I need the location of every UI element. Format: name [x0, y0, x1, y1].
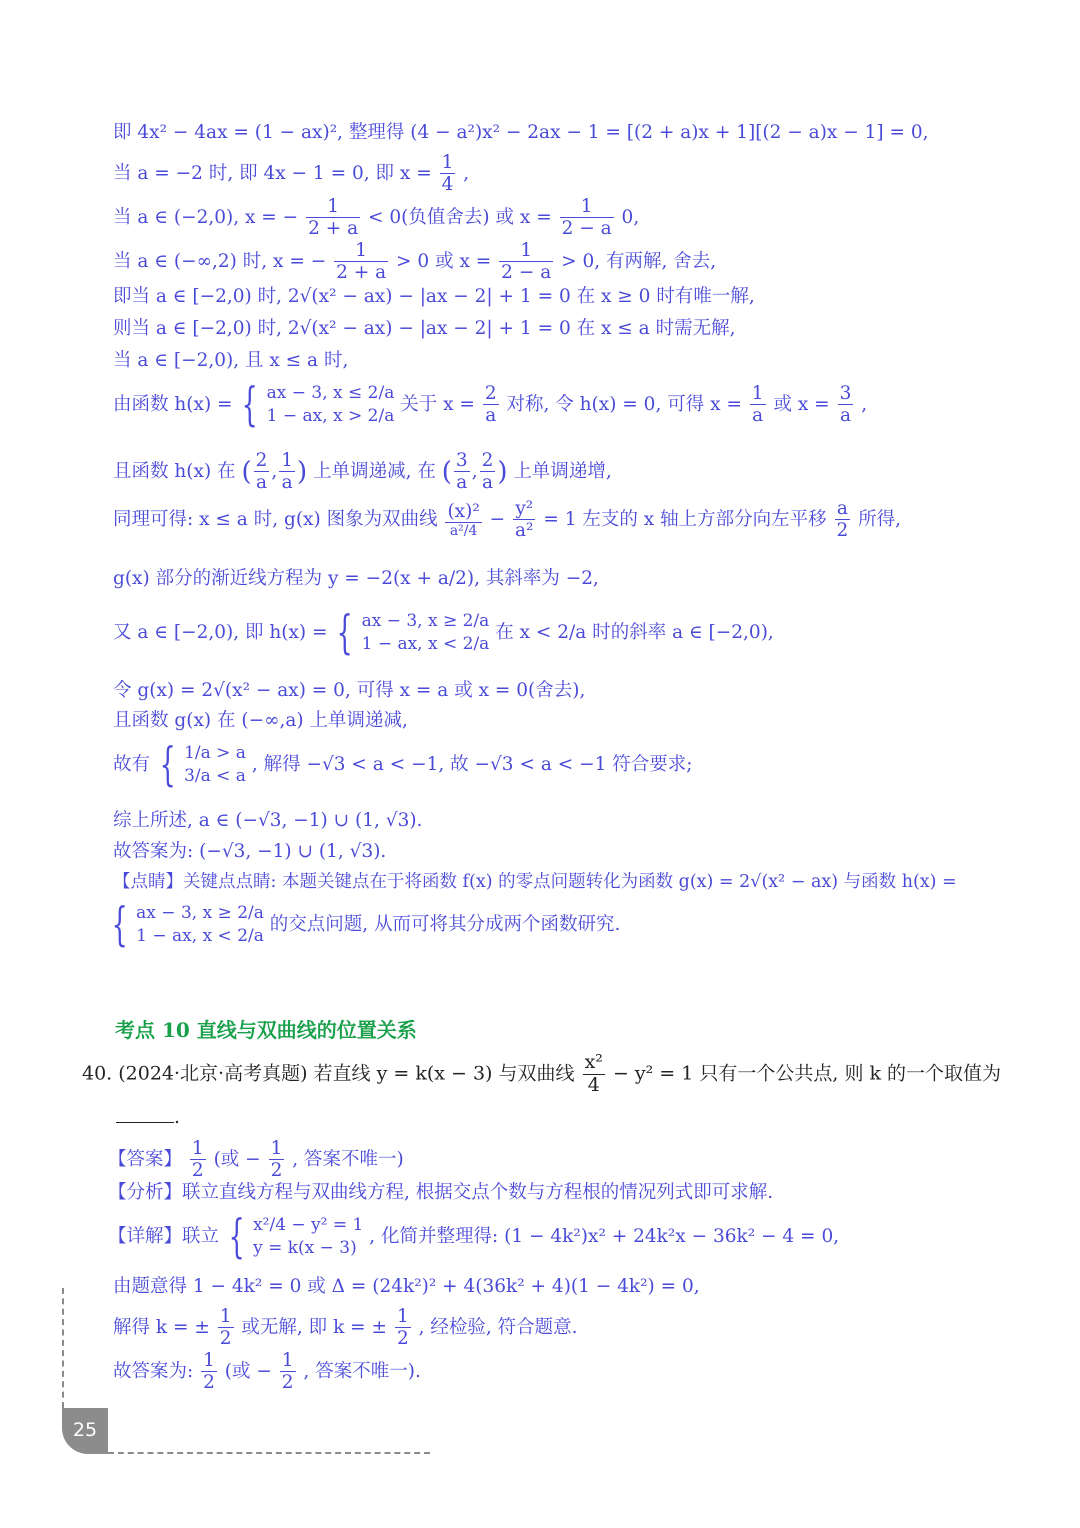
solution-line-9: 且函数 h(x) 在 ( $\frac{2}{a}$ , $\frac{1}{a}$ ) 上单调递减, 在 ( $\frac{3}{a}$ , $\frac{2}{a}$ ) 上单调递增, [113, 450, 612, 494]
analysis-line: 【分析】联立直线方程与双曲线方程, 根据交点个数与方程根的情况列式即可求解. [108, 1182, 774, 1203]
solution-line-16: 综上所述, a ∈ (−√3, −1) ∪ (1, √3). [113, 810, 423, 831]
detail-line-1: 【详解】联立 { x²/4 − y² = 1 y = k(x − 3) , 化简并整理得: (1 − 4k²)x² + 24k²x − 36k² − 4 = 0, [108, 1209, 840, 1264]
solution-line-4: 当 a ∈ (−∞,2) 时, x = − $\frac{1}{2 + a}$ > 0 或 x = $\frac{1}{2 - a}$ > 0, 有两解, 舍去, [113, 240, 717, 284]
solution-line-14: 且函数 g(x) 在 (−∞,a) 上单调递减, [113, 710, 408, 731]
solution-line-2: 当 a = −2 时, 即 4x − 1 = 0, 即 x = $\frac{1}{4}$ , [113, 152, 470, 196]
answer-line: 【答案】 $\frac{1}{2}$ (或 − $\frac{1}{2}$ , 答案不唯一) [108, 1138, 404, 1182]
question-blank: . [116, 1108, 180, 1128]
section-heading: 考点 10 直线与双曲线的位置关系 [115, 1018, 417, 1042]
solution-line-7: 当 a ∈ [−2,0), 且 x ≤ a 时, [113, 350, 349, 371]
key-point-line-2: { ax − 3, x ≥ 2/a 1 − ax, x < 2/a 的交点问题, 从而可将其分成两个函数研究. [111, 897, 621, 952]
key-point-line: 【点睛】关键点点睛: 本题关键点在于将函数 f(x) 的零点问题转化为函数 g(x) = 2√(x² − ax) 与函数 h(x) = [113, 872, 957, 892]
solution-line-17: 故答案为: (−√3, −1) ∪ (1, √3). [113, 841, 387, 862]
solution-line-10: 同理可得: x ≤ a 时, g(x) 图象为双曲线 (x)² a²/4 − $\frac{\text{y²}}{\text{a²}}$ = 1 左支的 x 轴上方部分向左平移 $\frac{a}{2}$ 所得, [113, 498, 902, 542]
solution-line-8: 由函数 h(x) = { ax − 3, x ≤ 2/a 1 − ax, x > 2/a 关于 x = $\frac{2}{a}$ 对称, 令 h(x) = 0, 可得 x = $\frac{1}{a}$ 或 x = $\frac{3}{a}$ , [113, 377, 868, 432]
solution-line-1: 即 4x² − 4ax = (1 − ax)², 整理得 (4 − a²)x² − 2ax − 1 = [(2 + a)x + 1][(2 − a)x − 1] = 0, [113, 122, 929, 143]
page-border-vertical [62, 1288, 64, 1408]
page-number: 25 [62, 1408, 108, 1454]
question-40: 40. (2024·北京·高考真题) 若直线 y = k(x − 3) 与双曲线 $\frac{\text{x²}}{4}$ − y² = 1 只有一个公共点, 则 k 的一个取值为 [82, 1051, 1002, 1096]
solution-line-6: 则当 a ∈ [−2,0) 时, 2√(x² − ax) − |ax − 2| + 1 = 0 在 x ≤ a 时需无解, [113, 318, 736, 339]
solution-line-15: 故有 { 1/a > a 3/a < a , 解得 −√3 < a < −1, 故 −√3 < a < −1 符合要求; [113, 737, 693, 792]
solution-line-11: g(x) 部分的渐近线方程为 y = −2(x + a/2), 其斜率为 −2, [113, 568, 599, 589]
solution-line-13: 令 g(x) = 2√(x² − ax) = 0, 可得 x = a 或 x = 0(舍去), [113, 680, 586, 701]
detail-line-3: 解得 k = ± $\frac{1}{2}$ 或无解, 即 k = ± $\frac{1}{2}$ , 经检验, 符合题意. [113, 1306, 578, 1350]
solution-line-12: 又 a ∈ [−2,0), 即 h(x) = { ax − 3, x ≥ 2/a 1 − ax, x < 2/a 在 x < 2/a 时的斜率 a ∈ [−2,0), [113, 605, 774, 660]
solution-line-5: 即当 a ∈ [−2,0) 时, 2√(x² − ax) − |ax − 2| + 1 = 0 在 x ≥ 0 时有唯一解, [113, 286, 755, 307]
detail-line-4: 故答案为: $\frac{1}{2}$ (或 − $\frac{1}{2}$ , 答案不唯一). [113, 1350, 421, 1394]
solution-line-3: 当 a ∈ (−2,0), x = − $\frac{1}{2 + a}$ < 0(负值舍去) 或 x = $\frac{1}{2 - a}$ 0, [113, 196, 640, 240]
page-border-horizontal [108, 1452, 430, 1454]
detail-line-2: 由题意得 1 − 4k² = 0 或 Δ = (24k²)² + 4(36k² + 4)(1 − 4k²) = 0, [113, 1276, 700, 1297]
